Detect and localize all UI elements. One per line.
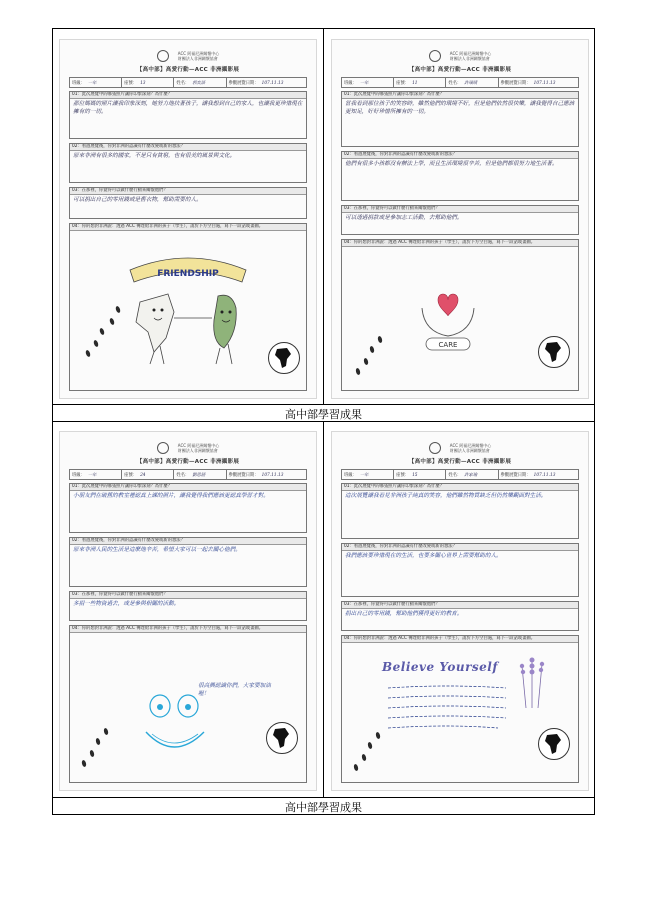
answer-3: 可以透過捐款或是參加志工活動，去幫助他們。: [345, 215, 463, 221]
answer-3: 多捐一些物資過去，或是參與相關的活動。: [73, 601, 180, 607]
org-logo-icon: [429, 50, 441, 62]
africa-stamp-icon: [266, 722, 298, 754]
org-line2: 財團法人非洲關懷協會: [449, 55, 490, 61]
sheet-header: [331, 437, 589, 456]
question-3: 03：在那裡，你覺得可以做什麼行動來關懷他們？ 多捐一些物資過去，或是參與相關的活動。: [69, 591, 307, 621]
seat-value: 24: [140, 472, 146, 478]
question-4: 04：你的想對非洲說：透過 ACC 傳達給非洲的孩子（學生），請於下方空白處，寫下一段話或畫圖。 FRIENDSHIP: [69, 223, 307, 391]
question-1: 01：此次展覽中的哪張照片讓你印象深刻？為什麼？ 那位媽媽的照片讓我印象深刻，她努力地扶著孩子，讓我想到自己的家人，也讓我更珍惜現在擁有的一切。: [69, 91, 307, 139]
answer-1: 當我看到那位孩子的笑容時，雖然他們的環境不好，但是他們依然很快樂，讓我覺得自己應該更知足，好好珍惜所擁有的一切。: [345, 101, 575, 115]
footprint-icon: [367, 742, 373, 750]
student-info: 班級： 一年 座號： 13 姓名： 郭奕語 參觀展覽日期： 107.11.13: [69, 77, 307, 88]
form-title: 【高中部】高愛行動—ACC 非洲攝影展: [408, 67, 512, 73]
lavender-icon: [512, 650, 552, 710]
answer-1: 小朋友們在破舊的教室裡認真上課的照片，讓我覺得我們應該更認真學習才對。: [73, 493, 269, 499]
sheet-header: [331, 45, 589, 64]
answer-2: 原來非洲有很多的國家，不是只有貧窮，也有很美的風景與文化。: [73, 153, 236, 159]
banner-text: FRIENDSHIP: [157, 269, 219, 279]
question-3: 03：在那裡，你覺得可以做什麼行動來關懷他們？ 可以捐出自己的零用錢或是舊衣物，幫助需要的人。: [69, 187, 307, 219]
form-title: 【高中部】高愛行動—ACC 非洲攝影展: [136, 67, 240, 73]
question-4: 04：你的想對非洲說：透過 ACC 傳達給非洲的孩子（學生），請於下方空白處，寫下一段話或畫圖。 很高興認識你們，大家要加油喔！: [69, 625, 307, 783]
student-info: 班級： 一年 座號： 11 姓名： 許瑞晴 參觀展覽日期： 107.11.13: [341, 77, 579, 88]
column-divider: [323, 421, 324, 797]
date-value: 107.11.13: [533, 80, 556, 86]
answer-1: 那位媽媽的照片讓我印象深刻，她努力地扶著孩子，讓我想到自己的家人，也讓我更珍惜現在擁有的一切。: [73, 101, 303, 115]
handwritten-note: 很高興認識你們，大家要加油喔！: [198, 683, 271, 697]
seat-value: 13: [140, 80, 146, 86]
org-line2: 財團法人非洲關懷協會: [449, 447, 490, 453]
care-label: CARE: [438, 341, 458, 349]
worksheet-1: [59, 39, 317, 399]
worksheet-4: [331, 431, 589, 791]
question-3: 03：在那裡，你覺得可以做什麼行動來關懷他們？ 可以透過捐款或是參加志工活動，去幫助他們。: [341, 205, 579, 235]
name-value: 許瑞晴: [464, 80, 478, 86]
name-value: 郭奕語: [192, 80, 206, 86]
seat-value: 15: [412, 472, 418, 478]
footprint-icon: [361, 754, 367, 762]
question-1: 01：此次展覽中的哪張照片讓你印象深刻？為什麼？ 當我看到那位孩子的笑容時，雖然他們的環境不好，但是他們依然很快樂，讓我覺得自己應該更知足，好好珍惜所擁有的一切。: [341, 91, 579, 147]
name-value: 劉思涵: [192, 472, 206, 478]
org-logo-icon: [429, 442, 441, 454]
class-value: 一年: [87, 80, 97, 86]
date-value: 107.11.13: [533, 472, 556, 478]
class-value: 一年: [87, 472, 97, 478]
row-divider: [53, 797, 594, 798]
class-value: 一年: [359, 472, 369, 478]
row-divider: [53, 404, 594, 405]
question-4: 04：你的想對非洲說：透過 ACC 傳達給非洲的孩子（學生），請於下方空白處，寫下一段話或畫圖。 Believe Yourself: [341, 635, 579, 783]
org-logo-icon: [157, 50, 169, 62]
form-title: 【高中部】高愛行動—ACC 非洲攝影展: [136, 459, 240, 465]
question-3: 03：在那裡，你覺得可以做什麼行動來關懷他們？ 捐出自己的零用錢，幫助他們獲得更好的教育。: [341, 601, 579, 631]
org-logo-icon: [157, 442, 169, 454]
org-line1: ACC 阿福尼洲關懷中心: [177, 442, 220, 448]
caption-top: 高中部學習成果: [285, 408, 362, 421]
answer-3: 可以捐出自己的零用錢或是舊衣物，幫助需要的人。: [73, 197, 202, 203]
africa-stamp-icon: [538, 728, 570, 760]
worksheet-3: [59, 431, 317, 791]
answer-1: 這次展覽讓我看見非洲孩子純真的笑容，他們雖然物質缺乏但仍然樂觀面對生活。: [345, 493, 547, 499]
org-line1: ACC 阿福尼洲關懷中心: [449, 442, 492, 448]
org-line2: 財團法人非洲關懷協會: [177, 55, 218, 61]
answer-2: 我們應該要珍惜現在的生活，也要多關心世界上需要幫助的人。: [345, 553, 502, 559]
footprint-icon: [375, 732, 381, 740]
class-value: 一年: [359, 80, 369, 86]
question-2: 02：看過展覽後，你對非洲的認識有什麼改變或新的想法？ 原來非洲有很多的國家，不是只有貧窮，也有很美的風景與文化。: [69, 143, 307, 183]
sheet-header: [59, 437, 317, 456]
name-value: 許家瑜: [464, 472, 478, 478]
org-line2: 財團法人非洲關懷協會: [177, 447, 218, 453]
believe-yourself-text: Believe Yourself: [382, 660, 498, 674]
org-line1: ACC 阿福尼洲關懷中心: [449, 50, 492, 56]
answer-2: 他們有很多小孩都沒有辦法上學，而且生活環境很辛苦，但是他們都很努力地生活著。: [345, 161, 558, 167]
answer-2: 原來非洲人民的生活是這麼地辛苦，希望大家可以一起去關心他們。: [73, 547, 241, 553]
question-1: 01：此次展覽中的哪張照片讓你印象深刻？為什麼？ 這次展覽讓我看見非洲孩子純真的笑容，他們雖然物質缺乏但仍然樂觀面對生活。: [341, 483, 579, 539]
date-value: 107.11.13: [261, 80, 284, 86]
caption-bottom: 高中部學習成果: [285, 801, 362, 814]
footprint-icon: [353, 764, 359, 772]
sheet-header: [59, 45, 317, 64]
student-info: 班級： 一年 座號： 15 姓名： 許家瑜 參觀展覽日期： 107.11.13: [341, 469, 579, 480]
results-table: [52, 28, 595, 815]
seat-value: 11: [412, 80, 418, 86]
form-title: 【高中部】高愛行動—ACC 非洲攝影展: [408, 459, 512, 465]
date-value: 107.11.13: [261, 472, 284, 478]
smiley-drawing: [70, 634, 306, 784]
student-info: 班級： 一年 座號： 24 姓名： 劉思涵 參觀展覽日期： 107.11.13: [69, 469, 307, 480]
worksheet-2: [331, 39, 589, 399]
answer-3: 捐出自己的零用錢，幫助他們獲得更好的教育。: [345, 611, 463, 617]
question-2: 02：看過展覽後，你對非洲的認識有什麼改變或新的想法？ 我們應該要珍惜現在的生活，也要多關心世界上需要幫助的人。: [341, 543, 579, 597]
care-drawing: [342, 248, 578, 388]
africa-stamp-icon: [268, 342, 300, 374]
column-divider: [323, 29, 324, 404]
org-line1: ACC 阿福尼洲關懷中心: [177, 50, 220, 56]
africa-stamp-icon: [538, 336, 570, 368]
question-4: 04：你的想對非洲說：透過 ACC 傳達給非洲的孩子（學生），請於下方空白處，寫下一段話或畫圖。 CARE: [341, 239, 579, 391]
question-2: 02：看過展覽後，你對非洲的認識有什麼改變或新的想法？ 原來非洲人民的生活是這麼地辛苦，希望大家可以一起去關心他們。: [69, 537, 307, 587]
handwritten-lines: [388, 682, 508, 742]
question-1: 01：此次展覽中的哪張照片讓你印象深刻？為什麼？ 小朋友們在破舊的教室裡認真上課的照片，讓我覺得我們應該更認真學習才對。: [69, 483, 307, 533]
question-2: 02：看過展覽後，你對非洲的認識有什麼改變或新的想法？ 他們有很多小孩都沒有辦法上學，而且生活環境很辛苦，但是他們都很努力地生活著。: [341, 151, 579, 201]
